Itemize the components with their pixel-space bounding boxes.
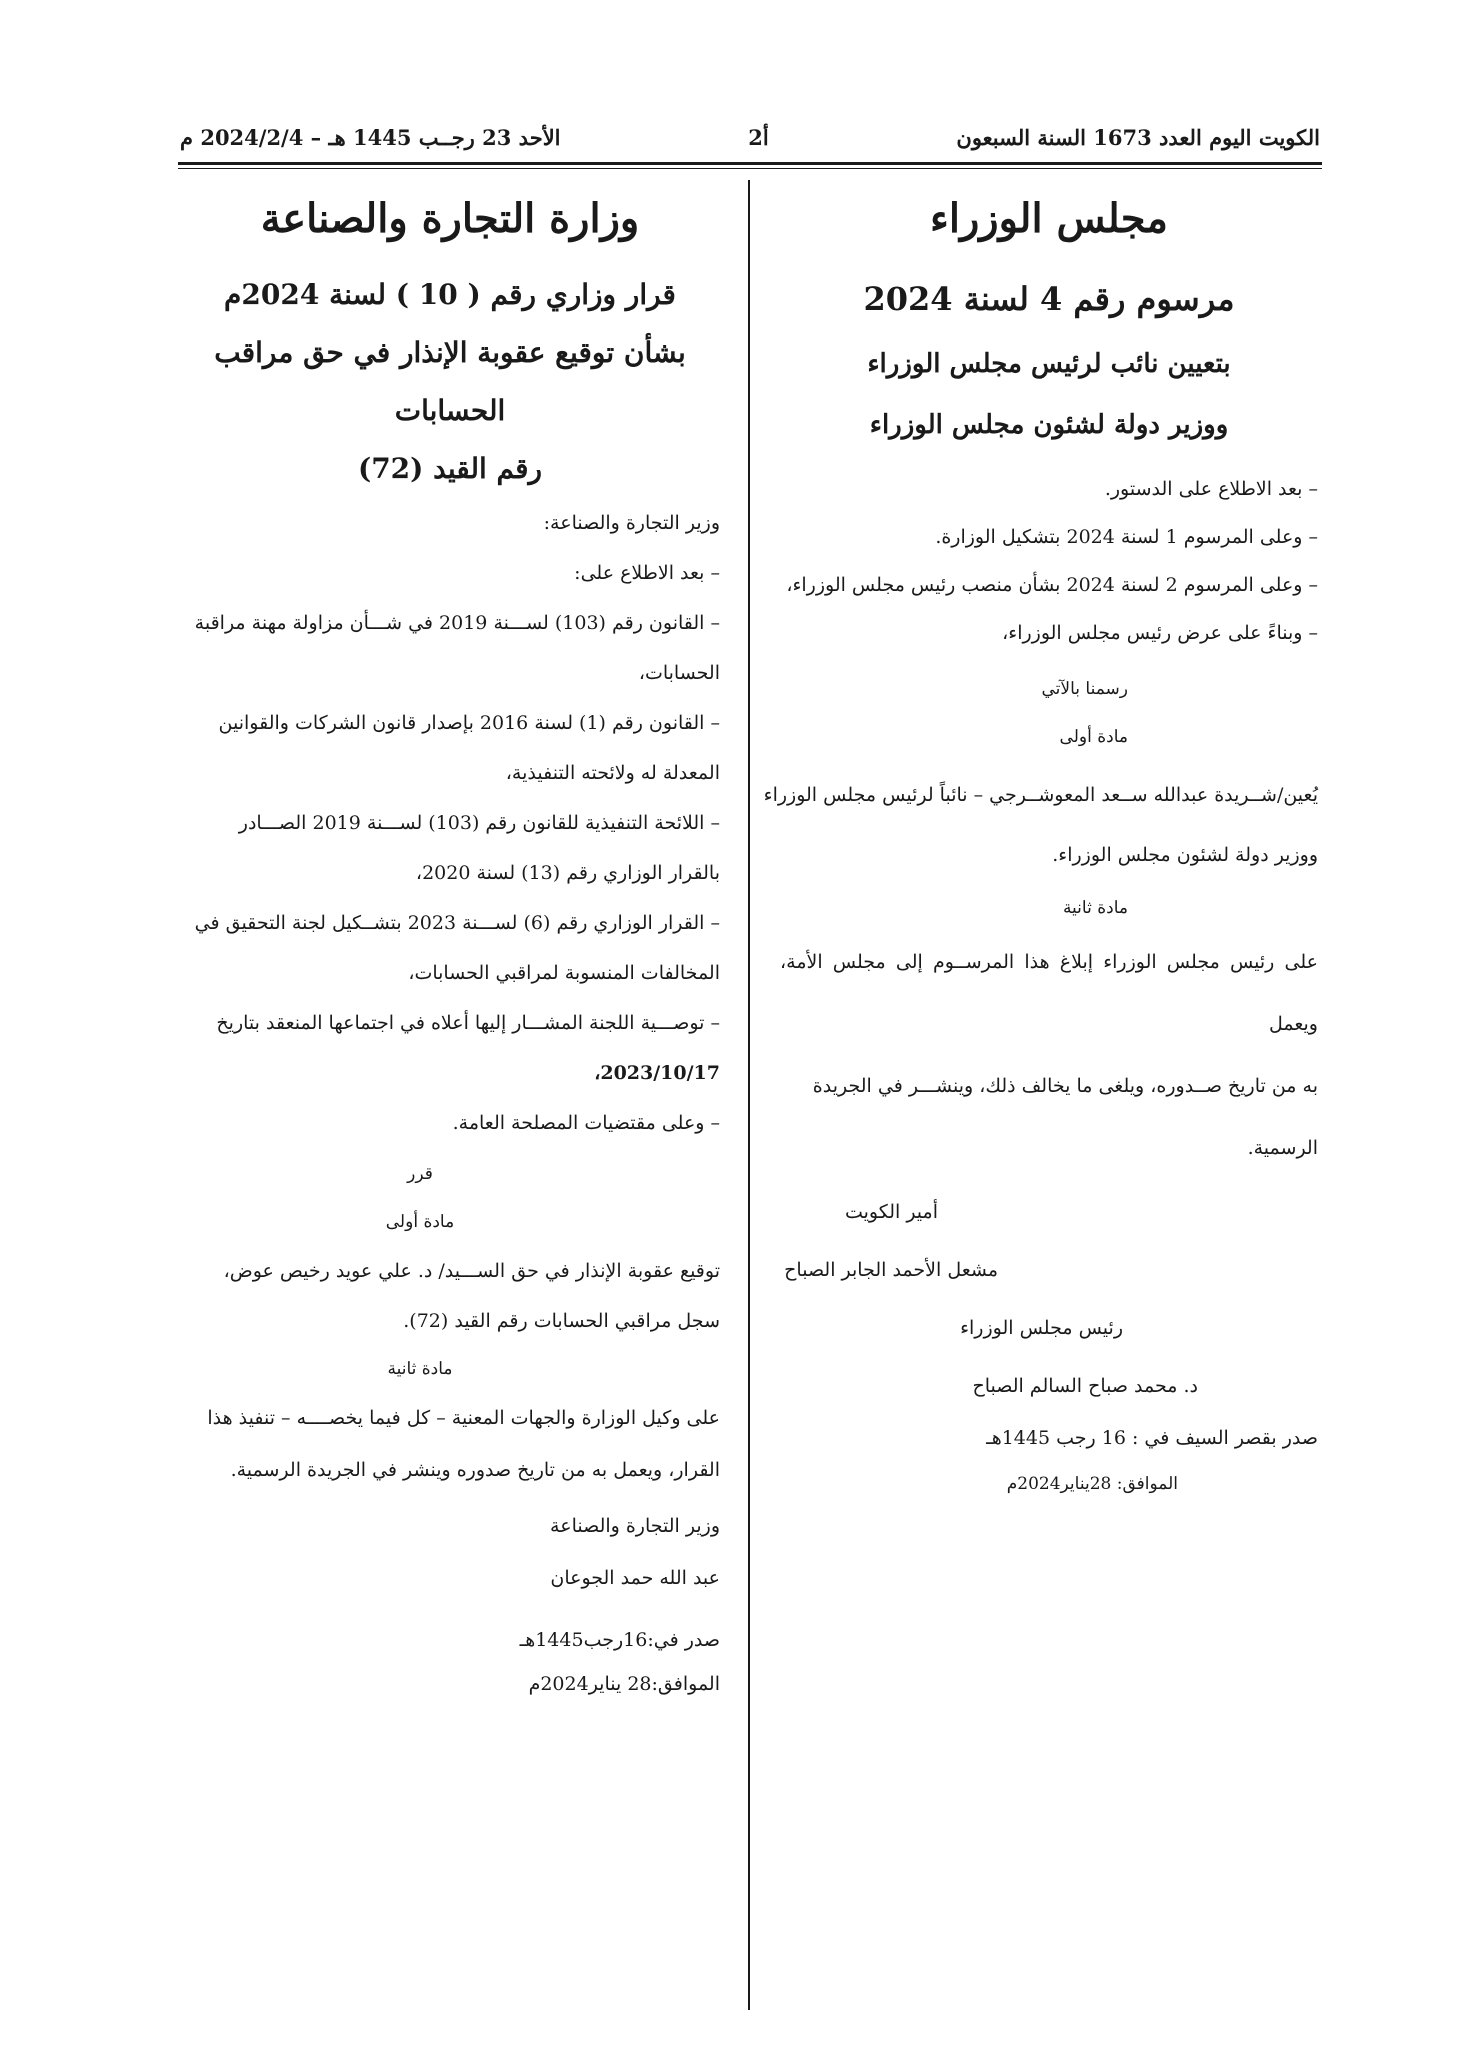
header-rule-thick bbox=[178, 162, 1322, 165]
article-1-body bbox=[180, 1246, 720, 1346]
article-1-heading: مادة أولى bbox=[385, 1212, 455, 1232]
column-divider bbox=[748, 180, 750, 2010]
page-header bbox=[180, 122, 1320, 152]
decree-subject-line-2: ووزير دولة لشئون مجلس الوزراء bbox=[869, 410, 1229, 440]
preamble-line: – بعد الاطلاع على الدستور. bbox=[1104, 478, 1318, 500]
article-2-line: على رئيس مجلس الوزراء إبلاغ هذا المرســوم إلى مجلس الأمة، ويعمل bbox=[780, 951, 1318, 1035]
preamble-line: المعدلة له ولائحته التنفيذية، bbox=[505, 762, 720, 784]
corresponding-date: الموافق:28 يناير2024م bbox=[528, 1673, 720, 1695]
decision-title: قرار وزاري رقم ( 10 ) لسنة 2024م bbox=[224, 278, 676, 311]
decreed-statement: رسمنا بالآتي bbox=[1041, 679, 1128, 699]
decision-preamble bbox=[180, 498, 720, 1148]
article-1-line: ووزير دولة لشئون مجلس الوزراء. bbox=[1052, 844, 1318, 866]
decree-preamble bbox=[780, 465, 1318, 657]
pm-title: رئيس مجلس الوزراء bbox=[960, 1317, 1123, 1339]
decree-subject-line-1: بتعيين نائب لرئيس مجلس الوزراء bbox=[867, 349, 1231, 379]
issued-date: صدر بقصر السيف في : 16 رجب 1445هـ bbox=[986, 1427, 1318, 1449]
article-2-line: الرسمية. bbox=[1247, 1137, 1318, 1159]
minister-intro: وزير التجارة والصناعة: bbox=[543, 512, 720, 534]
article-2-body bbox=[780, 931, 1318, 1179]
preamble-line: – اللائحة التنفيذية للقانون رقم (103) لســـنة 2019 الصـــادر bbox=[238, 812, 720, 834]
preamble-line: المخالفات المنسوبة لمراقبي الحسابات، bbox=[408, 962, 720, 984]
preamble-line: بالقرار الوزاري رقم (13) لسنة 2020، bbox=[415, 862, 720, 884]
decided-statement: قرر bbox=[407, 1164, 433, 1184]
article-1-heading: مادة أولى bbox=[1059, 727, 1128, 747]
public-interest-line: – وعلى مقتضيات المصلحة العامة. bbox=[452, 1112, 720, 1134]
decision-subject-line-2: رقم القيد (72) bbox=[357, 452, 543, 485]
article-1-body bbox=[763, 765, 1318, 885]
preamble-line: – القانون رقم (1) لسنة 2016 بإصدار قانون الشركات والقوانين bbox=[218, 712, 720, 734]
header-date: الأحد 23 رجــب 1445 هـ – 2024/2/4 م bbox=[180, 124, 561, 150]
article-2-heading: مادة ثانية bbox=[1062, 898, 1128, 918]
decision-dates bbox=[180, 1618, 720, 1706]
preamble-line: – توصـــية اللجنة المشـــار إليها أعلاه في اجتماعها المنعقد بتاريخ bbox=[216, 1012, 720, 1034]
article-1-line: يُعين/شــريدة عبدالله ســعد المعوشــرجي – نائباً لرئيس مجلس الوزراء bbox=[763, 784, 1318, 806]
corresponding-date: الموافق: 28يناير2024م bbox=[1006, 1474, 1178, 1494]
decree-dates bbox=[780, 1415, 1318, 1507]
issued-date: صدر في:16رجب1445هـ bbox=[519, 1629, 720, 1651]
article-2-line: به من تاريخ صــدوره، ويلغى ما يخالف ذلك، وينشـــر في الجريدة bbox=[812, 1075, 1318, 1097]
article-1-line: سجل مراقبي الحسابات رقم القيد (72). bbox=[403, 1310, 720, 1332]
after-review: – بعد الاطلاع على: bbox=[574, 562, 720, 584]
article-2-heading: مادة ثانية bbox=[387, 1359, 453, 1379]
header-page-number: أ2 bbox=[748, 124, 769, 150]
article-2-line: القرار، ويعمل به من تاريخ صدوره وينشر في الجريدة الرسمية. bbox=[230, 1459, 720, 1481]
preamble-line: الحسابات، bbox=[638, 662, 720, 684]
decision-signature bbox=[180, 1500, 720, 1604]
header-rule-thin bbox=[178, 168, 1322, 169]
ministry-column bbox=[180, 190, 720, 1706]
preamble-line: – وبناءً على عرض رئيس مجلس الوزراء، bbox=[1002, 622, 1318, 644]
preamble-line: 2023/10/17، bbox=[594, 1062, 720, 1084]
decree-signatures bbox=[780, 1183, 1318, 1415]
decision-subject-line-1: بشأن توقيع عقوبة الإنذار في حق مراقب الحسابات bbox=[214, 336, 686, 427]
minister-title: وزير التجارة والصناعة bbox=[550, 1515, 720, 1537]
minister-name: عبد الله حمد الجوعان bbox=[550, 1567, 720, 1589]
decree-title: مرسوم رقم 4 لسنة 2024 bbox=[863, 280, 1235, 318]
preamble-line: – وعلى المرسوم 2 لسنة 2024 بشأن منصب رئيس مجلس الوزراء، bbox=[786, 574, 1318, 596]
council-of-ministers-column bbox=[763, 190, 1318, 1507]
article-1-line: توقيع عقوبة الإنذار في حق الســـيد/ د. علي عويد رخيص عوض، bbox=[223, 1260, 720, 1282]
article-2-line: على وكيل الوزارة والجهات المعنية – كل فيما يخصــــه – تنفيذ هذا bbox=[207, 1407, 720, 1429]
preamble-line: – وعلى المرسوم 1 لسنة 2024 بتشكيل الوزارة. bbox=[935, 526, 1318, 548]
body-title: مجلس الوزراء bbox=[930, 195, 1168, 242]
emir-title: أمير الكويت bbox=[844, 1201, 938, 1223]
article-2-body bbox=[180, 1392, 720, 1496]
preamble-line: – القرار الوزاري رقم (6) لســـنة 2023 بتشــكيل لجنة التحقيق في bbox=[194, 912, 720, 934]
header-issue-info: الكويت اليوم العدد 1673 السنة السبعون bbox=[956, 124, 1320, 150]
pm-name: د. محمد صباح السالم الصباح bbox=[972, 1375, 1198, 1397]
emir-name: مشعل الأحمد الجابر الصباح bbox=[784, 1259, 998, 1281]
preamble-line: – القانون رقم (103) لســـنة 2019 في شـــأن مزاولة مهنة مراقبة bbox=[194, 612, 720, 634]
ministry-title: وزارة التجارة والصناعة bbox=[260, 195, 640, 242]
